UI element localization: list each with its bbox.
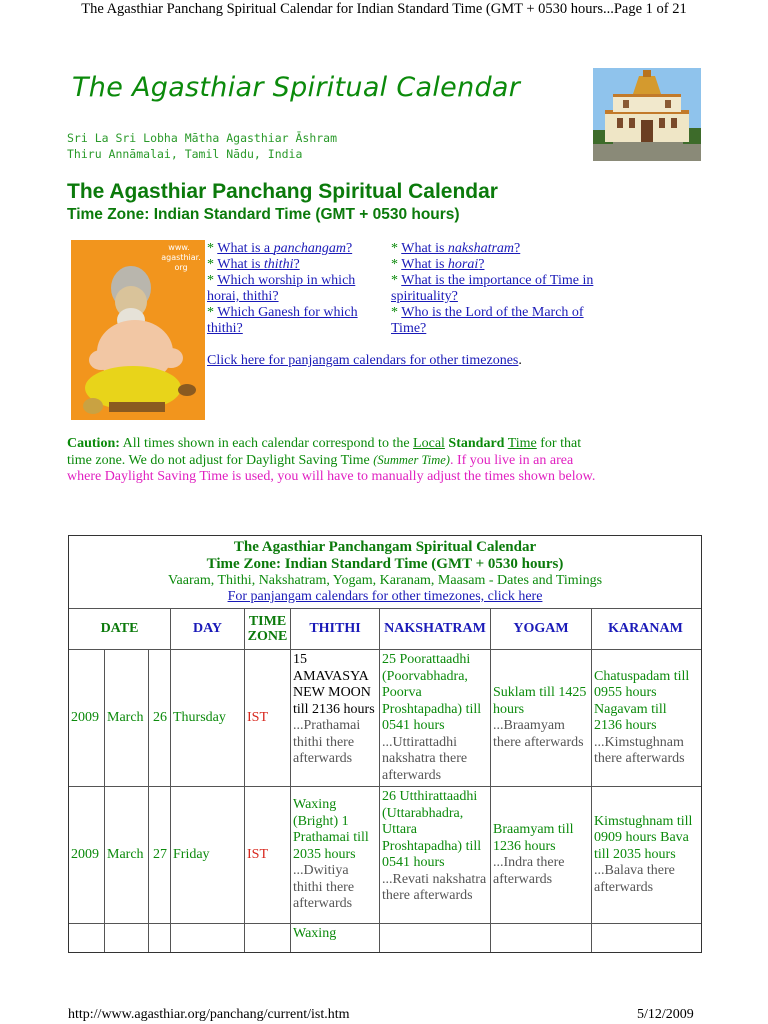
header-yogam[interactable]: YOGAM: [513, 621, 569, 636]
worship-horai-link[interactable]: Which worship in which horai, thithi?: [207, 273, 356, 304]
table-timezone: Time Zone: Indian Standard Time (GMT + 0530 hours): [206, 556, 564, 572]
calendar-table: [68, 535, 702, 953]
link-item: * What is the importance of Time in spirituality?: [391, 273, 594, 304]
row-thithi: Waxing: [291, 924, 380, 952]
watermark-line-1: www.: [168, 243, 190, 252]
row-year: 2009: [69, 650, 105, 786]
ashram-name: Sri La Sri Lobha Mātha Agasthiar Āshram: [67, 131, 338, 145]
links-left: [207, 241, 382, 337]
header-day[interactable]: DAY: [192, 621, 223, 636]
table-header-row: [69, 609, 701, 650]
link-item: * What is thithi?: [207, 257, 300, 272]
table-caption: [69, 536, 701, 609]
row-year: 2009: [69, 787, 105, 923]
page-title: The Agasthiar Panchang Spiritual Calendar: [67, 180, 498, 203]
print-footer-date: 5/12/2009: [637, 1007, 694, 1022]
print-footer-url: http://www.agasthiar.org/panchang/current/ist.htm: [68, 1007, 350, 1022]
row-month: March: [105, 650, 149, 786]
time-importance-link[interactable]: What is the importance of Time in spirituality?: [391, 273, 594, 304]
temple-photo: [593, 68, 701, 161]
caution-notice: Caution: All times shown in each calendar correspond to the Local Standard Time for that time zone. We do not adjust for Daylight Saving Time (Summer Time). If you live in an area where Daylight Saving Time is used, you will have to manually adjust the times shown below.: [67, 436, 596, 484]
header-karanam[interactable]: KARANAM: [608, 621, 683, 636]
row-yogam: Braamyam till 1236 hours ...Indra there afterwards: [491, 787, 592, 923]
row-weekday: Thursday: [171, 650, 245, 786]
panchangam-link[interactable]: What is a panchangam?: [217, 241, 353, 256]
agasthiar-image: [71, 240, 205, 420]
row-weekday: Friday: [171, 787, 245, 923]
table-row: [69, 787, 701, 924]
links-right: [391, 241, 606, 337]
row-thithi: 15 AMAVASYA NEW MOON till 2136 hours ...Prathamai thithi there afterwards: [291, 650, 380, 786]
header-nakshatram[interactable]: NAKSHATRAM: [384, 621, 486, 636]
row-thithi: Waxing (Bright) 1 Prathamai till 2035 hours ...Dwitiya thithi there afterwards: [291, 787, 380, 923]
link-item: * Which Ganesh for which thithi?: [207, 305, 358, 336]
header-thithi[interactable]: THITHI: [309, 621, 361, 636]
header-date: DATE: [69, 609, 171, 649]
table-row-partial: [69, 924, 701, 952]
table-subtitle: Vaaram, Thithi, Nakshatram, Yogam, Karanam, Maasam - Dates and Timings: [167, 573, 603, 588]
row-day-number: 27: [149, 787, 171, 923]
link-item: * What is horai?: [391, 257, 485, 272]
other-timezones-link[interactable]: Click here for panjangam calendars for other timezones: [207, 353, 519, 368]
link-item: * What is nakshatram?: [391, 241, 521, 256]
row-timezone: IST: [245, 650, 291, 786]
row-karanam: Kimstughnam till 0909 hours Bava till 2035 hours ...Balava there afterwards: [594, 813, 693, 895]
row-yogam: Suklam till 1425 hours ...Braamyam there afterwards: [491, 650, 592, 786]
page-timezone: Time Zone: Indian Standard Time (GMT + 0530 hours): [67, 206, 460, 223]
row-day-number: 26: [149, 650, 171, 786]
header-time-zone: TIME ZONE: [245, 609, 291, 649]
other-timezones: Click here for panjangam calendars for other timezones.: [207, 353, 522, 368]
row-month: March: [105, 787, 149, 923]
logo-title: The Agasthiar Spiritual Calendar: [72, 72, 521, 103]
horai-link[interactable]: What is horai?: [401, 257, 485, 272]
watermark-line-3: org: [174, 263, 188, 272]
table-row: [69, 650, 701, 787]
row-karanam: Chatuspadam till 0955 hours Nagavam till 2136 hours ...Kimstughnam there afterwards: [594, 668, 690, 766]
ganesh-thithi-link[interactable]: Which Ganesh for which thithi?: [207, 305, 358, 336]
row-nakshatram: 25 Poorattaadhi (Poorvabhadra, Poorva Proshtapadha) till 0541 hours ...Uttirattadhi nakshatra there afterwards: [380, 650, 491, 786]
link-item: * Who is the Lord of the March of Time?: [391, 305, 584, 336]
lord-of-time-link[interactable]: Who is the Lord of the March of Time?: [391, 305, 584, 336]
thithi-link[interactable]: What is thithi?: [217, 257, 300, 272]
nakshatram-link[interactable]: What is nakshatram?: [401, 241, 521, 256]
ashram-location: Thiru Annāmalai, Tamil Nādu, India: [67, 147, 303, 161]
row-nakshatram: 26 Utthirattaadhi (Uttarabhadra, Uttara Proshtapadha) till 0541 hours ...Revati nakshatra there afterwards: [380, 787, 491, 923]
table-timezones-link[interactable]: For panjangam calendars for other timezones, click here: [227, 589, 543, 604]
row-timezone: IST: [245, 787, 291, 923]
link-item: * What is a panchangam?: [207, 241, 353, 256]
table-title: The Agasthiar Panchangam Spiritual Calendar: [233, 539, 537, 555]
print-header: The Agasthiar Panchang Spiritual Calendar for Indian Standard Time (GMT + 0530 hours...Page 1 of 21: [81, 1, 687, 17]
link-item: * Which worship in which horai, thithi?: [207, 273, 356, 304]
watermark-line-2: agasthiar.: [161, 253, 201, 262]
